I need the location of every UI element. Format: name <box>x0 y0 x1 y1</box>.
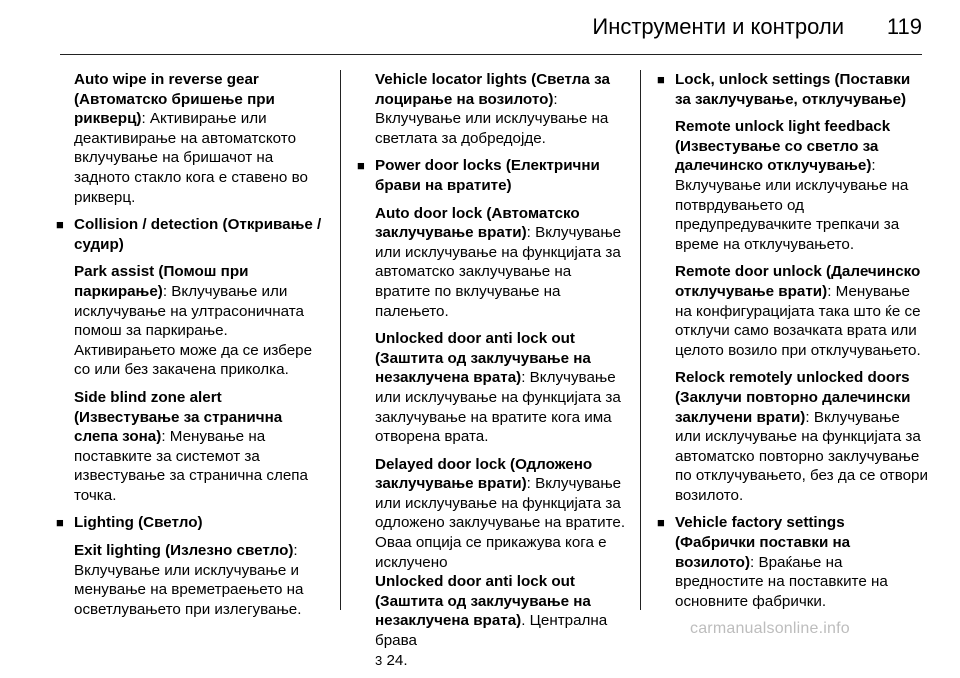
column-3 <box>657 70 929 619</box>
desc-vehicle-factory-settings: : Враќање на вредностите на поставките на основните фабрички. <box>675 553 888 610</box>
heading-vehicle-factory-settings: Vehicle factory settings (Фабрички поставки на возилото) <box>675 514 851 571</box>
paragraph-exit-lighting <box>56 541 328 619</box>
paragraph-park-assist <box>56 262 328 380</box>
desc-auto-wipe: : Активирање или деактивирање на автоматското вклучување на бришачот на задното стакло кога е ставено во рикверц. <box>74 110 308 206</box>
paragraph-remote-unlock-light <box>657 117 929 254</box>
bullet-icon: ■ <box>357 158 365 174</box>
paragraph-delayed-door-lock <box>357 455 629 671</box>
page-title: Инструменти и контроли <box>592 14 844 39</box>
column-divider-2 <box>640 70 641 610</box>
desc-auto-door-lock: : Вклучување или исклучување на функцијата за автоматско заклучување на вратите по вклучување на палењето. <box>375 224 622 320</box>
term-remote-door-unlock: Remote door unlock (Далечинско отклучување врати) <box>675 263 921 300</box>
column-1 <box>56 70 328 627</box>
desc-relock-remotely: : Вклучување или исклучување на функцијата за автоматско повторно заклучување по отклучувањето, без да се отвори возилото. <box>675 408 928 504</box>
bullet-collision-detection <box>56 215 328 254</box>
term-remote-unlock-light: Remote unlock light feedback (Известување со светло за далечинско отклучување) <box>675 118 891 175</box>
term-unlocked-door-anti-lock-ref: Unlocked door anti lock out (Заштита од заклучување на незаклучена врата) <box>375 573 591 630</box>
page-reference-icon: 3 <box>375 652 383 668</box>
column-2 <box>357 70 629 678</box>
desc-vehicle-locator: : Вклучување или исклучување на светлата за добредојде. <box>375 90 609 147</box>
column-divider-1 <box>340 70 341 610</box>
header-divider <box>60 54 922 55</box>
term-auto-wipe: Auto wipe in reverse gear (Автоматско бришење при рикверц) <box>74 71 275 128</box>
desc-unlocked-door-anti-lock: : Вклучување или исклучување на функцијата за заклучување на вратите кога има отворена врата. <box>375 369 621 446</box>
term-auto-door-lock: Auto door lock (Автоматско заклучување врати) <box>375 204 580 242</box>
term-delayed-door-lock: Delayed door lock (Одложено заклучување врати) <box>375 455 593 493</box>
bullet-lighting <box>56 513 328 533</box>
desc-exit-lighting: : Вклучување или исклучување и менување на времетраењето на осветлувањето при излегување. <box>74 542 304 618</box>
desc-delayed-door-lock: : Вклучување или исклучување на функцијата за одложено заклучување на вратите. Оваа опција се прикажува кога е исклучено <box>375 475 626 571</box>
paragraph-remote-door-unlock <box>657 262 929 360</box>
desc-remote-unlock-light: : Вклучување или исклучување на потврдувањето од предупредувачките трепкачи за време на отклучувањето. <box>675 157 909 253</box>
page-reference-link[interactable]: 24. <box>386 651 408 669</box>
term-exit-lighting: Exit lighting (Излезно светло) <box>74 542 294 560</box>
paragraph-relock-remotely <box>657 368 929 505</box>
desc-side-blind-zone: : Менување на поставките за системот за известување за странична слепа точка. <box>74 428 308 504</box>
paragraph-unlocked-door-anti-lock <box>357 329 629 447</box>
term-park-assist: Park assist (Помош при паркирање) <box>74 263 249 300</box>
term-vehicle-locator: Vehicle locator lights (Светла за лоцирање на возилото) <box>375 71 610 108</box>
desc-central-lock: . Централна брава <box>375 612 608 650</box>
page-header <box>0 0 960 52</box>
term-relock-remotely: Relock remotely unlocked doors (Заклучи повторно далечински заклучени врати) <box>675 369 911 426</box>
desc-park-assist: : Вклучување или исклучување на ултрасоничната помош за паркирање. Активирањето може да се избере со или без закачена приколка. <box>74 282 313 379</box>
bullet-vehicle-factory-settings <box>657 513 929 611</box>
page-number: 119 <box>886 14 922 39</box>
heading-lighting: Lighting (Светло) <box>74 514 203 532</box>
bullet-icon: ■ <box>657 72 665 87</box>
bullet-icon: ■ <box>56 515 64 531</box>
paragraph-auto-wipe <box>56 70 328 207</box>
heading-power-door-locks: Power door locks (Електрични брави на вратите) <box>375 157 600 194</box>
heading-collision-detection: Collision / detection (Откривање / судир) <box>74 216 322 253</box>
bullet-lock-unlock-settings <box>657 70 929 109</box>
paragraph-side-blind-zone <box>56 388 328 506</box>
watermark: carmanualsonline.info <box>690 620 850 637</box>
paragraph-auto-door-lock <box>357 204 629 322</box>
bullet-icon: ■ <box>657 515 665 531</box>
bullet-icon: ■ <box>56 217 64 233</box>
term-side-blind-zone: Side blind zone alert (Известување за странична слепа зона) <box>74 388 283 446</box>
bullet-power-door-locks <box>357 156 629 195</box>
paragraph-vehicle-locator <box>357 70 629 148</box>
heading-lock-unlock-settings: Lock, unlock settings (Поставки за заклучување, отклучување) <box>675 71 911 108</box>
term-unlocked-door-anti-lock: Unlocked door anti lock out (Заштита од заклучување на незаклучена врата) <box>375 330 591 387</box>
desc-remote-door-unlock: : Менување на конфигурацијата така што ќе се отклучи само возачката врата или целото возило при отклучувањето. <box>675 282 921 359</box>
